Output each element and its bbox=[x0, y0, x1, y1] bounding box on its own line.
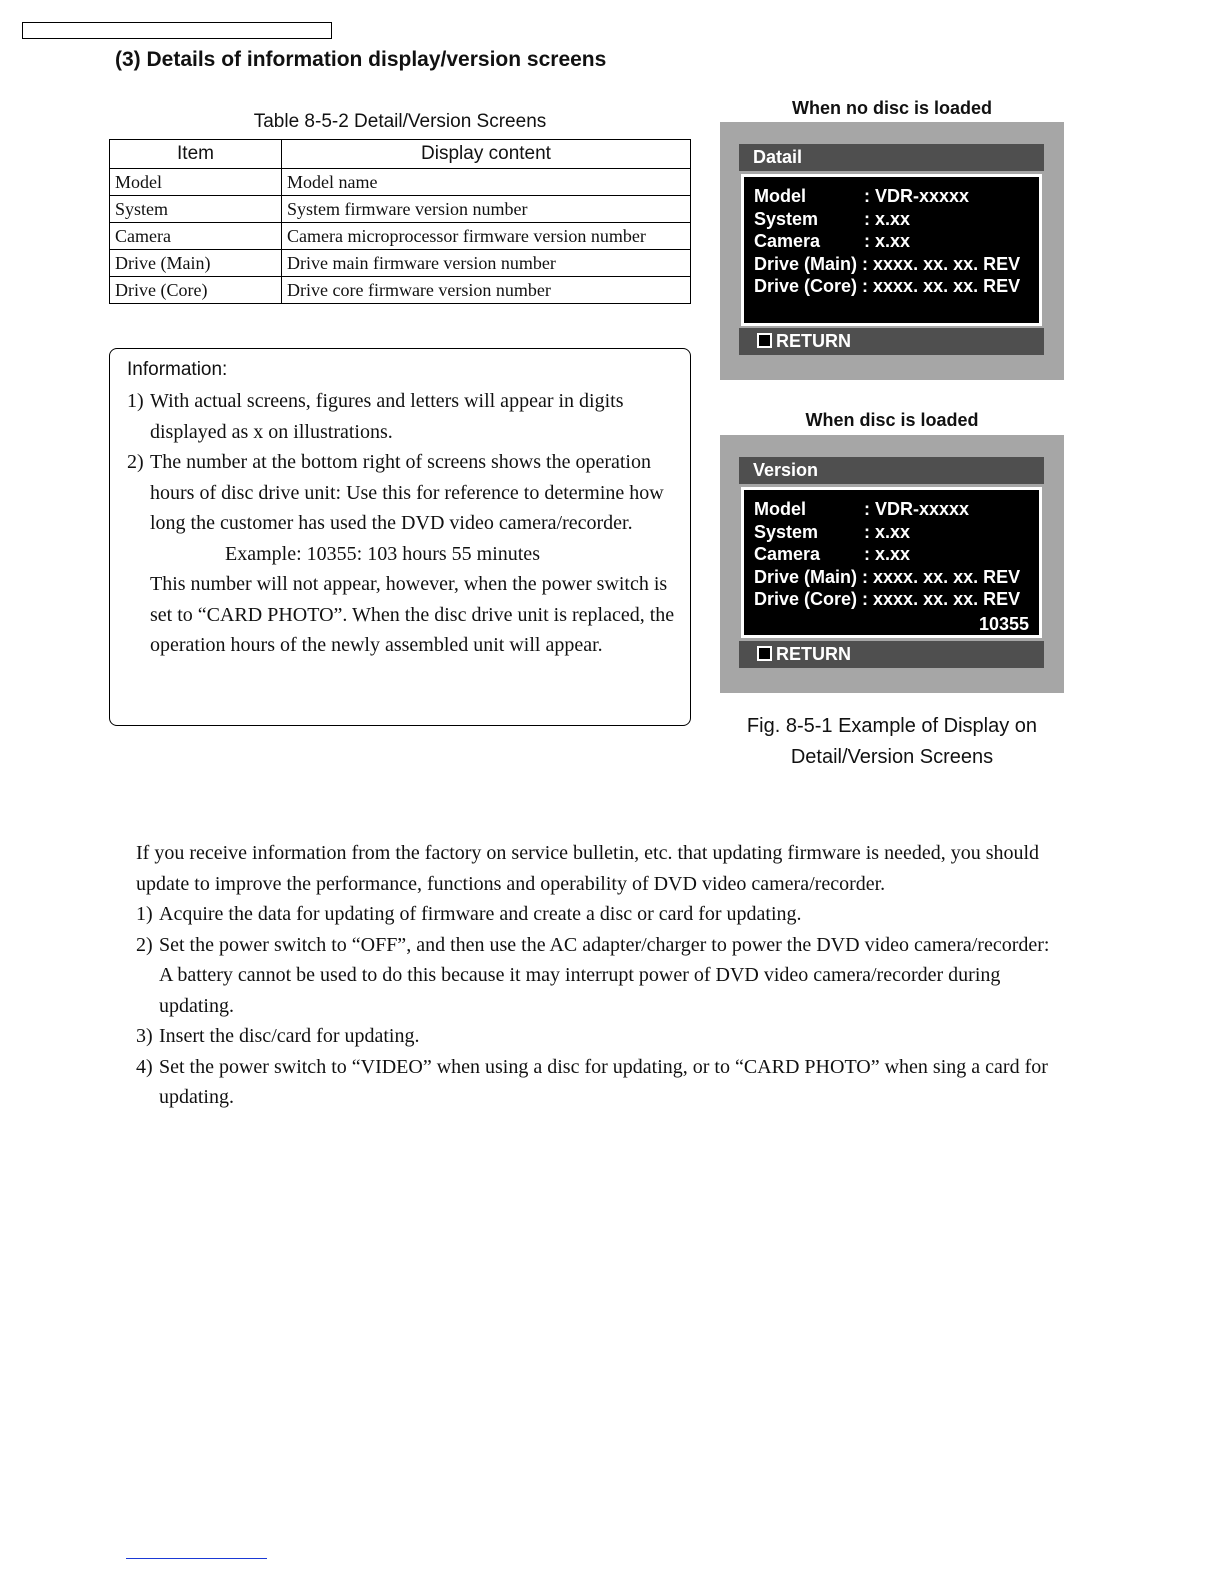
information-box bbox=[109, 348, 691, 726]
screen-row-key: Drive (Core) bbox=[754, 276, 858, 296]
screen-row-value: : VDR-xxxxx bbox=[864, 499, 970, 519]
step-number: 3) bbox=[136, 1025, 153, 1047]
screen-row bbox=[754, 543, 1029, 566]
screen-row bbox=[754, 208, 1029, 231]
step-number: 1) bbox=[136, 903, 153, 925]
table-row bbox=[110, 223, 691, 250]
table-cell-item: System bbox=[110, 196, 282, 223]
screen-row-value: : VDR-xxxxx bbox=[864, 186, 970, 206]
screen-row bbox=[754, 521, 1029, 544]
step-item bbox=[136, 930, 1056, 1022]
table-row bbox=[110, 250, 691, 277]
screen-row-value: : xxxx. xx. xx. REV bbox=[857, 589, 1021, 609]
step-text: Set the power switch to “OFF”, and then use the AC adapter/charger to power the DVD video camera/recorder: A battery cannot be used to do this because it may interrupt power of DVD video camera/recorder during updating. bbox=[159, 933, 1050, 1017]
info-example: Example: 10355: 103 hours 55 minutes bbox=[225, 542, 540, 565]
step-item bbox=[136, 1021, 1056, 1052]
table-caption: Table 8-5-2 Detail/Version Screens bbox=[253, 111, 547, 132]
information-title: Information: bbox=[127, 359, 228, 380]
intro-paragraph: If you receive information from the factory on service bulletin, etc. that updating firmware is needed, you should update to improve the performance, functions and operability of DVD video camera/recorder. bbox=[136, 842, 1040, 895]
table-row bbox=[110, 277, 691, 304]
table-cell-item: Camera bbox=[110, 223, 282, 250]
col-header-item: Item bbox=[110, 140, 282, 169]
screen-row bbox=[754, 230, 1029, 253]
screen-row-value: : xxxx. xx. xx. REV bbox=[857, 276, 1021, 296]
screen-row-value: : x.xx bbox=[864, 521, 911, 542]
table-cell-content: Drive core firmware version number bbox=[282, 277, 691, 304]
info-item-continuation: This number will not appear, however, when the power switch is set to “CARD PHOTO”. When the disc drive unit is replaced, the operation hours of the newly assembled unit will appear. bbox=[150, 573, 675, 656]
table-cell-item: Drive (Main) bbox=[110, 250, 282, 277]
screen-row-key: Drive (Main) bbox=[754, 253, 858, 274]
screen-row bbox=[754, 588, 1029, 611]
version-table bbox=[109, 139, 691, 304]
info-item-text: With actual screens, figures and letters will appear in digits displayed as x on illustrations. bbox=[150, 390, 624, 443]
table-cell-item: Model bbox=[110, 169, 282, 196]
screen1-label: When no disc is loaded bbox=[791, 98, 993, 118]
table-cell-content: Camera microprocessor firmware version number bbox=[282, 223, 691, 250]
table-cell-content: Model name bbox=[282, 169, 691, 196]
table-row bbox=[110, 196, 691, 223]
screen-row-value: : x.xx bbox=[864, 231, 911, 251]
detail-screen bbox=[720, 122, 1064, 380]
screen-row-key: Drive (Main) bbox=[754, 566, 858, 587]
screen-row-value: : x.xx bbox=[864, 208, 911, 229]
info-item-1 bbox=[127, 386, 678, 447]
footer-link-line bbox=[126, 1558, 267, 1559]
screen-row-value: : xxxx. xx. xx. REV bbox=[857, 566, 1021, 587]
screen-row-key: Camera bbox=[754, 544, 821, 564]
screen-row bbox=[754, 275, 1029, 298]
return-label: RETURN bbox=[776, 644, 851, 664]
table-header-row bbox=[110, 140, 691, 169]
return-square-icon bbox=[757, 646, 772, 661]
screen-row bbox=[754, 253, 1029, 276]
info-item-number: 1) bbox=[127, 390, 144, 412]
screen-row bbox=[754, 498, 1029, 521]
figure-caption bbox=[720, 711, 1064, 773]
section-heading: (3) Details of information display/version screens bbox=[115, 48, 607, 71]
screen-row-key: Drive (Core) bbox=[754, 589, 858, 609]
step-item bbox=[136, 1052, 1056, 1113]
detail-screen-body bbox=[741, 174, 1042, 326]
version-return-button[interactable] bbox=[739, 641, 1044, 668]
info-item-number: 2) bbox=[127, 451, 144, 473]
info-item-2 bbox=[127, 447, 678, 661]
figure-caption-line: Detail/Version Screens bbox=[790, 746, 994, 768]
info-item-text: The number at the bottom right of screens shows the operation hours of disc drive unit: Use this for reference to determine how long the customer has used the DVD video camera/recorder. bbox=[150, 451, 664, 534]
return-square-icon bbox=[757, 333, 772, 348]
table-cell-content: Drive main firmware version number bbox=[282, 250, 691, 277]
table-cell-content: System firmware version number bbox=[282, 196, 691, 223]
return-label: RETURN bbox=[776, 331, 851, 351]
version-screen-title: Version bbox=[739, 457, 1044, 484]
col-header-content: Display content bbox=[282, 140, 691, 169]
screen-row-key: Model bbox=[754, 499, 806, 519]
screen-row-key: Model bbox=[754, 186, 806, 206]
version-screen-body bbox=[741, 487, 1042, 638]
screen-row-value: : xxxx. xx. xx. REV bbox=[857, 253, 1021, 274]
screen-row-key: Camera bbox=[754, 231, 821, 251]
figure-caption-line: Fig. 8-5-1 Example of Display on bbox=[746, 715, 1038, 737]
operation-hours: 10355 bbox=[978, 613, 1029, 634]
screen2-label: When disc is loaded bbox=[805, 410, 979, 430]
step-number: 4) bbox=[136, 1055, 153, 1078]
step-text: Insert the disc/card for updating. bbox=[159, 1025, 420, 1047]
screen-row-key: System bbox=[754, 521, 819, 542]
step-text: Set the power switch to “VIDEO” when using a disc for updating, or to “CARD PHOTO” when sing a card for updating. bbox=[159, 1055, 1048, 1108]
detail-return-button[interactable] bbox=[739, 328, 1044, 355]
update-instructions bbox=[136, 838, 1056, 1113]
step-item bbox=[136, 899, 1056, 930]
step-text: Acquire the data for updating of firmware and create a disc or card for updating. bbox=[159, 903, 802, 925]
version-screen bbox=[720, 435, 1064, 693]
screen-row-value: : x.xx bbox=[864, 544, 911, 564]
screen-row bbox=[754, 566, 1029, 589]
table-row bbox=[110, 169, 691, 196]
step-number: 2) bbox=[136, 933, 153, 956]
table-cell-item: Drive (Core) bbox=[110, 277, 282, 304]
detail-screen-title: Datail bbox=[739, 144, 1044, 171]
header-box bbox=[22, 22, 332, 39]
screen-row-key: System bbox=[754, 208, 819, 229]
screen-row bbox=[754, 185, 1029, 208]
